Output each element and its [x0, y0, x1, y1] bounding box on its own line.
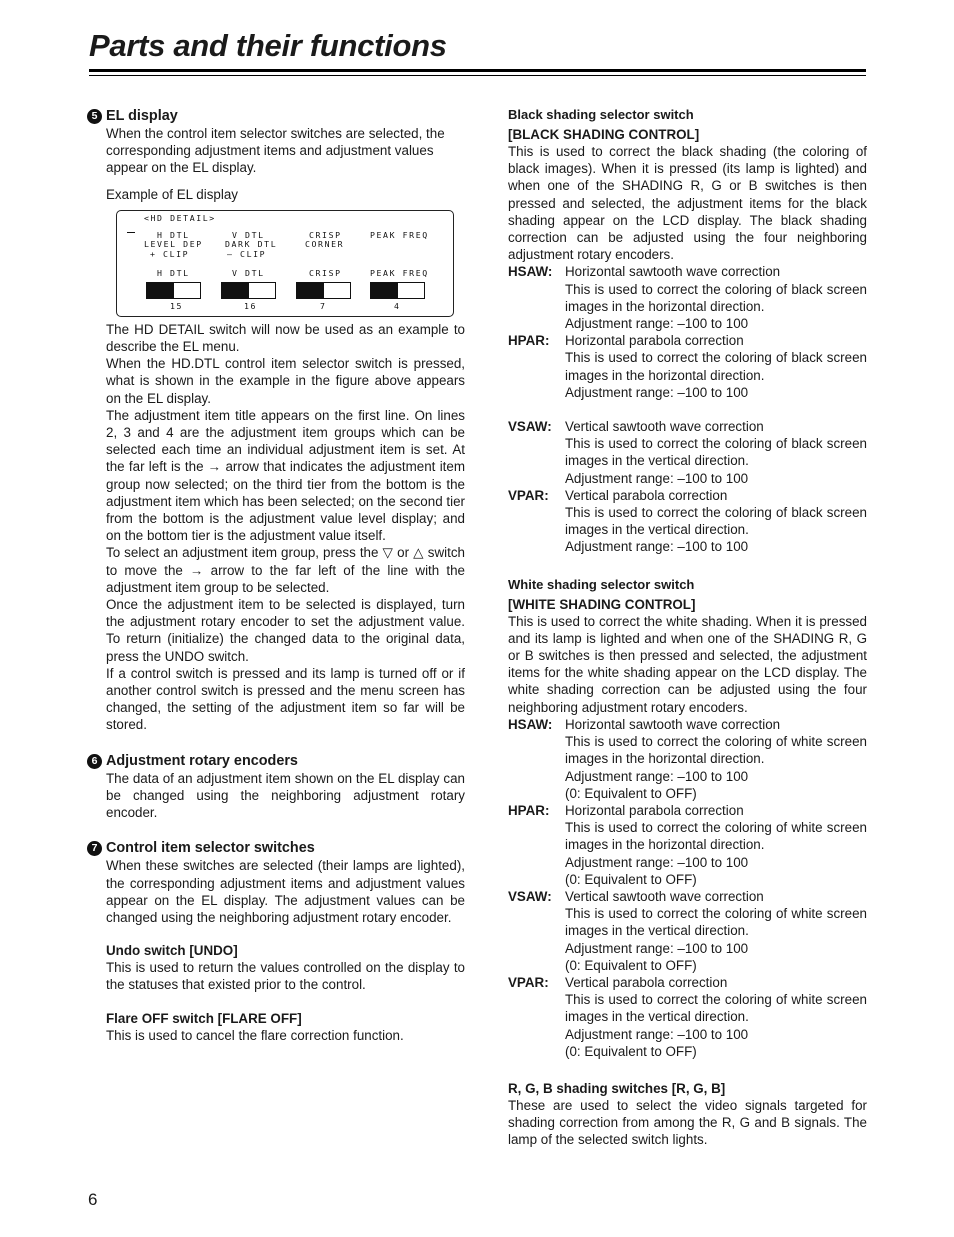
rotary-text: The data of an adjustment item shown on the EL display can be changed using the neighboring adjustment rotary encoder. — [106, 770, 465, 821]
rgb-shading-title: R, G, B shading switches [R, G, B] — [508, 1080, 726, 1096]
param-desc: This is used to correct the coloring of black screen images in the horizontal direction. — [565, 281, 867, 314]
el-paragraph: To select an adjustment item group, press the ▽ or △ switch to move the → arrow to the far left of the line with the adjustment item group to be selected. — [106, 545, 465, 595]
param-note: (0: Equivalent to OFF) — [565, 785, 697, 801]
flare-text: This is used to cancel the flare correction function. — [106, 1027, 404, 1043]
param-range: Adjustment range: –100 to 100 — [565, 854, 749, 870]
white-hpar — [508, 802, 867, 888]
el-item-value: 7 — [320, 300, 327, 311]
el-item-value: 15 — [170, 300, 184, 311]
section-number-badge: 6 — [87, 754, 102, 769]
param-desc: This is used to correct the coloring of black screen images in the horizontal direction. — [565, 350, 867, 383]
el-item-name: H DTL — [157, 267, 190, 278]
param-desc: This is used to correct the coloring of white screen images in the horizontal direction. — [565, 734, 867, 767]
param-label: HPAR: — [508, 333, 550, 349]
el-display-example — [116, 210, 454, 317]
el-group-text: DARK DTL — [225, 238, 278, 249]
param-name: Horizontal parabola correction — [565, 333, 744, 349]
undo-text: This is used to return the values controlled on the display to the statuses that existed prior to the control. — [106, 960, 465, 993]
param-range: Adjustment range: –100 to 100 — [565, 1026, 749, 1042]
title-rule-thin — [89, 75, 866, 76]
heading-text: Control item selector switches — [106, 840, 315, 857]
param-desc: This is used to correct the coloring of black screen images in the vertical direction. — [565, 436, 867, 469]
param-name: Horizontal sawtooth wave correction — [565, 264, 781, 280]
el-item-name: CRISP — [309, 267, 342, 278]
level-fill — [147, 283, 174, 298]
el-example-label: Example of EL display — [106, 186, 238, 202]
level-fill — [222, 283, 249, 298]
heading-text: EL display — [106, 108, 178, 124]
white-vsaw — [508, 888, 867, 974]
level-fill — [297, 283, 324, 298]
param-range: Adjustment range: –100 to 100 — [565, 384, 749, 400]
param-label: HSAW: — [508, 264, 553, 280]
black-shading-title: Black shading selector switch — [508, 107, 694, 122]
section-number-badge: 5 — [87, 109, 102, 124]
param-name: Horizontal parabola correction — [565, 802, 744, 818]
el-level-bar — [221, 282, 276, 299]
el-group-text: CORNER — [305, 238, 345, 249]
el-level-bar — [146, 282, 201, 299]
el-group-text: – CLIP — [227, 248, 267, 259]
param-name: Horizontal sawtooth wave correction — [565, 716, 781, 732]
black-shading-subtitle: [BLACK SHADING CONTROL] — [508, 127, 700, 142]
white-hsaw — [508, 716, 867, 802]
black-vpar — [508, 487, 867, 556]
rgb-shading-text: These are used to select the video signals targeted for shading correction from among the R, G and B signals. The lamp of the selected switch lights. — [508, 1097, 867, 1148]
el-item-value: 16 — [244, 300, 258, 311]
undo-title: Undo switch [UNDO] — [106, 943, 238, 959]
el-group-text: PEAK FREQ — [370, 229, 429, 240]
param-desc: This is used to correct the coloring of black screen images in the vertical direction. — [565, 505, 867, 538]
param-desc: This is used to correct the coloring of white screen images in the vertical direction. — [565, 906, 867, 939]
heading-text: Adjustment rotary encoders — [106, 752, 298, 769]
el-display-intro: When the control item selector switches are selected, the corresponding adjustment items and adjustment values appear on the EL display. — [106, 126, 445, 176]
section-selector-heading — [91, 839, 465, 857]
param-name: Vertical sawtooth wave correction — [565, 419, 764, 435]
el-paragraph: The HD DETAIL switch will now be used as an example to describe the EL menu. — [106, 321, 465, 355]
el-paragraph: Once the adjustment item to be selected is displayed, turn the adjustment rotary encoder to set the adjustment value. To return (initialize) the changed data to the original data, press the UNDO switch. — [106, 597, 465, 664]
el-group-text: CRISP — [309, 229, 342, 240]
param-name: Vertical parabola correction — [565, 487, 728, 503]
el-group-text: + CLIP — [150, 248, 190, 259]
el-item-name: PEAK FREQ — [370, 267, 429, 278]
page-number: 6 — [88, 1190, 98, 1209]
el-paragraph: The adjustment item title appears on the first line. On lines 2, 3 and 4 are the adjustment item groups which can be selected each time an individual adjustment item is set. At the far left is the → arrow that indicates the adjustment item group now selected; on the third tier from the bottom is the adjustment item which has been selected; on the second tier from the bottom is the adjustment value level display; and on the bottom tier is the adjustment value itself. — [106, 407, 465, 544]
param-desc: This is used to correct the coloring of white screen images in the vertical direction. — [565, 992, 867, 1025]
param-label: VSAW: — [508, 888, 552, 904]
black-vsaw — [508, 418, 867, 487]
black-hsaw — [508, 263, 867, 332]
black-shading-text: This is used to correct the black shading (the coloring of black images). When it is pressed (its lamp is lighted) and when one of the SHADING R, G or B switches is then pressed and selected, the adjustment items for the black shading appear on the LCD display. The black shading correction can be adjusted using the four neighboring adjustment rotary encoders. — [508, 144, 867, 263]
param-note: (0: Equivalent to OFF) — [565, 871, 697, 887]
param-label: VSAW: — [508, 419, 552, 435]
el-item-value: 4 — [394, 300, 401, 311]
param-label: HSAW: — [508, 716, 553, 732]
param-range: Adjustment range: –100 to 100 — [565, 470, 749, 486]
black-hpar — [508, 332, 867, 401]
param-range: Adjustment range: –100 to 100 — [565, 940, 749, 956]
section-number-badge: 7 — [87, 841, 102, 856]
el-paragraph: If a control switch is pressed and its lamp is turned off or if another control switch is pressed and the menu screen has changed, the setting of the adjustment item so far will be stored. — [106, 665, 465, 733]
flare-title: Flare OFF switch [FLARE OFF] — [106, 1010, 302, 1026]
level-fill — [371, 283, 398, 298]
selector-text: When these switches are selected (their lamps are lighted), the corresponding adjustment items and adjustment values appear on the EL display. The adjustment values can be changed using the neighboring adjustment rotary encoder. — [106, 858, 465, 925]
el-level-bar — [296, 282, 351, 299]
white-shading-text: This is used to correct the white shading. When it is pressed and its lamp is lighted and when one of the SHADING R, G or B switches is then pressed and selected, the adjustment items for the white shading appear on the LCD display. The white shading correction can be adjusted using the four neighboring adjustment rotary encoders. — [508, 613, 867, 715]
param-label: VPAR: — [508, 487, 549, 503]
white-shading-subtitle: [WHITE SHADING CONTROL] — [508, 596, 696, 612]
el-title-line: <HD DETAIL> — [144, 212, 216, 223]
param-range: Adjustment range: –100 to 100 — [565, 316, 749, 332]
param-desc: This is used to correct the coloring of white screen images in the horizontal direction. — [565, 820, 867, 853]
param-label: HPAR: — [508, 802, 550, 818]
el-level-bar — [370, 282, 425, 299]
section-rotary-heading — [91, 752, 465, 770]
section-el-display-heading — [91, 107, 465, 125]
el-paragraph: When the HD.DTL control item selector switch is pressed, what is shown in the example in the figure above appears on the EL display. — [106, 356, 465, 406]
page-title: Parts and their functions — [89, 28, 447, 63]
param-note: (0: Equivalent to OFF) — [565, 1043, 697, 1059]
param-range: Adjustment range: –100 to 100 — [565, 539, 749, 555]
right-column — [508, 106, 867, 1149]
white-vpar — [508, 974, 867, 1060]
el-group-text: H DTL — [157, 229, 190, 240]
selection-arrow-icon — [127, 232, 135, 234]
el-group-text: LEVEL DEP — [144, 238, 203, 249]
el-group-text: V DTL — [232, 229, 265, 240]
left-column — [91, 107, 465, 1044]
title-rule — [89, 69, 866, 72]
param-label: VPAR: — [508, 974, 549, 990]
param-note: (0: Equivalent to OFF) — [565, 957, 697, 973]
param-range: Adjustment range: –100 to 100 — [565, 768, 749, 784]
param-name: Vertical parabola correction — [565, 974, 728, 990]
param-name: Vertical sawtooth wave correction — [565, 888, 764, 904]
white-shading-title: White shading selector switch — [508, 576, 695, 592]
el-item-name: V DTL — [232, 267, 265, 278]
